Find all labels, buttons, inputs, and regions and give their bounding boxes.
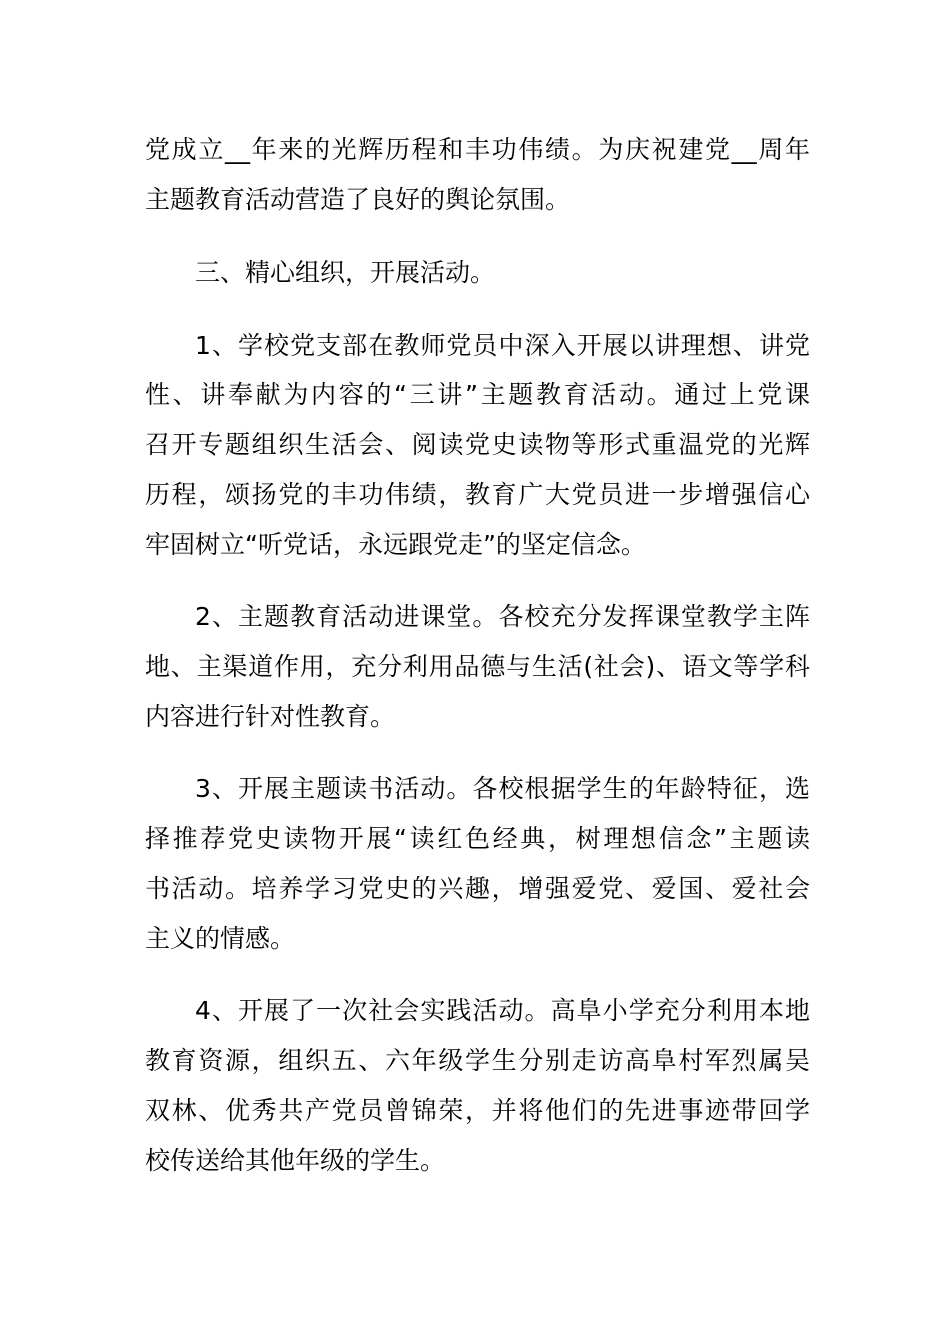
- text-line: 书活动。培养学习党史的兴趣，增强爱党、爱国、爱社会: [145, 874, 810, 903]
- text-line: 双林、优秀共产党员曾锦荣，并将他们的先进事迹带回学: [145, 1096, 810, 1125]
- text-line: 教育资源，组织五、六年级学生分别走访高阜村军烈属吴: [145, 1046, 810, 1075]
- text-line: 主题教育活动营造了良好的舆论氛围。: [145, 185, 571, 214]
- text-line: 性、讲奉献为内容的“三讲”主题教育活动。通过上党课: [145, 380, 810, 409]
- text-line: 牢固树立“听党话，永远跟党走”的坚定信念。: [145, 530, 646, 559]
- text-line: 召开专题组织生活会、阅读党史读物等形式重温党的光辉: [145, 430, 810, 459]
- text-line: 历程，颂扬党的丰功伟绩，教育广大党员进一步增强信心: [145, 480, 810, 509]
- section-heading: 三、精心组织，开展活动。: [195, 258, 496, 287]
- paragraph-first-line: 3、开展主题读书活动。各校根据学生的年龄特征，选: [195, 774, 810, 803]
- paragraph-first-line: 2、主题教育活动进课堂。各校充分发挥课堂教学主阵: [195, 602, 810, 631]
- paragraph-first-line: 4、开展了一次社会实践活动。高阜小学充分利用本地: [195, 996, 810, 1025]
- text-line: 校传送给其他年级的学生。: [145, 1146, 446, 1175]
- paragraph-first-line: 1、学校党支部在教师党员中深入开展以讲理想、讲党: [195, 331, 810, 360]
- text-line: 党成立__年来的光辉历程和丰功伟绩。为庆祝建党__周年: [145, 135, 810, 164]
- text-line: 内容进行针对性教育。: [145, 702, 396, 731]
- text-line: 主义的情感。: [145, 924, 296, 953]
- text-line: 择推荐党史读物开展“读红色经典，树理想信念”主题读: [145, 824, 810, 853]
- text-line: 地、主渠道作用，充分利用品德与生活(社会)、语文等学科: [145, 652, 810, 681]
